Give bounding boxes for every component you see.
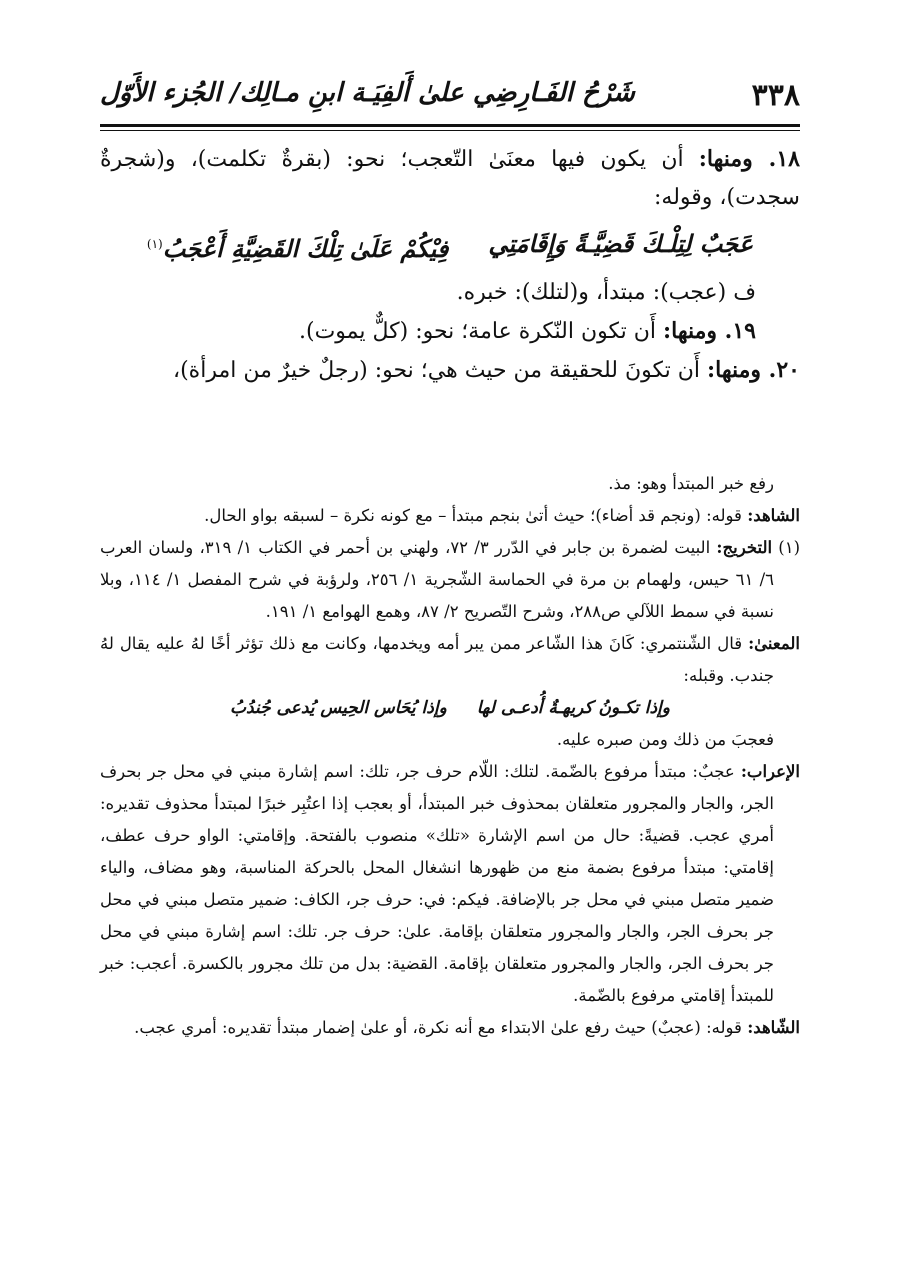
footnote-1 [100,532,800,628]
item-18-label: ١٨. ومنها: [698,146,800,172]
note-verse-first-hemistich: وإذا تكـونُ كريهـةٌ أُدعـى لها [476,698,670,718]
footnote-1-text: البيت لضمرة بن جابر في الدّرر ٣/ ٧٢، ولهني بن أحمر في الكتاب ١/ ٣١٩، ولسان العرب ٦/ ٦١ حيس، ولهمام بن مرة في الحماسة الشّجرية ١/ ٢٥٦، ولرؤبة في شرح المفصل ١/ ١١٤، وبلا نسبة في سمط اللآلي ص٢٨٨، وشرح التّصريح ٢/ ٨٧، وهمع الهوامع ١/ ١٩١. [100,538,775,621]
item-18 [100,140,800,217]
note-shahid-1-text: قوله: (ونجم قد أضاء)؛ حيث أتىٰ بنجم مبتدأ – مع كونه نكرة – لسبقه بواو الحال. [204,506,742,525]
footnotes [100,468,800,1044]
analysis-line: ف (عجب): مبتدأ، و(لتلك): خبره. [456,280,756,305]
note-shahid-1 [100,500,800,532]
note-irab-label: الإعراب: [740,762,800,781]
item-19-text: أَن تكون النّكرة عامة؛ نحو: (كلٌّ يموت). [299,319,657,344]
note-verse-second-hemistich: وإذا يُحَاس الحِيس يُدعى جُندُبُ [230,698,447,718]
note-meaning-text: قال الشّنتمري: كَانَ هذا الشّاعر ممن يبر أمه ويخدمها، وكانت مع ذلك تؤثر أخًا لهُ عليه يقال لهُ جندب. وقبله: [100,634,774,685]
header-rule-thin [100,130,800,131]
note-irab [100,756,800,1012]
footnote-1-number: (١) [778,538,801,557]
note-meaning-label: المعنىٰ: [748,634,801,653]
item-18-text: أن يكون فيها معنَىٰ التّعجب؛ نحو: (بقرةٌ تكلمت)، و(شجرةٌ سجدت)، وقوله: [100,147,800,210]
note-shahid-2-label: الشّاهد: [747,1018,800,1037]
item-20-text: أَن تكونَ للحقيقة من حيث هي؛ نحو: (رجلٌ خيرٌ من امرأة)، [173,358,701,383]
page-header [100,70,800,122]
note-carryover: رفع خبر المبتدأ وهو: مذ. [608,474,774,493]
main-text [100,140,800,390]
page-number: ٣٣٨ [751,78,800,113]
note-shahid-1-label: الشاهد: [747,506,800,525]
item-19-label: ١٩. ومنها: [663,318,756,344]
note-meaning [100,628,800,692]
poem-verse [100,225,800,268]
running-title: شَرْحُ الفَـارِضِي علىٰ أَلفِيَـة ابنِ مـالِك/ الجُزء الأَوّل [100,78,635,108]
footnote-ref[interactable]: (١) [146,237,163,251]
note-irab-text: عجبٌ: مبتدأ مرفوع بالضّمة. لتلك: اللّام حرف جر، تلك: اسم إشارة مبني في محل جر بحرف الجر، والجار والمجرور متعلقان بمحذوف خبر المبتدأ، أو بعجب إذا اعتُبِر خبرًا لمبتدأ محذوف تقديره: أمري عجب. قضيةً: حال من اسم الإشارة «تلك» منصوب بالفتحة. وإقامتي: الواو حرف عطف، إقامتي: مبتدأ مرفوع بضمة منع من ظهورها انشغال المحل بالحركة المناسبة، وهو مضاف، والياء ضمير متصل مبني في محل جر بالإضافة. فيكم: في: حرف جر، الكاف: ضمير متصل مبني في محل جر بحرف الجر، والجار والمجرور متعلقان بإقامة. علىٰ: حرف جر. تلك: اسم إشارة مبني في محل جر بحرف الجر، والجار والمجرور متعلقان بإقامة. القضية: بدل من تلك مجرور بالكسرة. أعجب: خبر للمبتدأ إقامتي مرفوع بالضّمة. [100,762,774,1005]
note-shahid-2-text: قوله: (عجبٌ) حيث رفع علىٰ الابتداء مع أنه نكرة، أو علىٰ إضمار مبتدأ تقديره: أمري عجب. [134,1018,742,1037]
note-after-verse: فعجبَ من ذلك ومن صبره عليه. [556,730,774,749]
verse-first-hemistich: عَجَبٌ لِتِلْـكَ قَضِيَّـةً وَإِقَامَتِي [488,229,754,258]
note-verse [100,692,800,724]
item-20-label: ٢٠. ومنها: [707,357,800,383]
item-20 [100,351,800,390]
verse-second-hemistich-text: فِيْكُمْ عَلَىٰ تِلْكَ القَضِيَّةِ أَعْجَبُ [162,234,449,263]
header-rule-thick [100,124,800,127]
verse-second-hemistich [147,225,448,268]
note-shahid-2 [100,1012,800,1044]
item-19 [100,312,800,351]
footnote-1-label: التخريج: [716,538,773,557]
